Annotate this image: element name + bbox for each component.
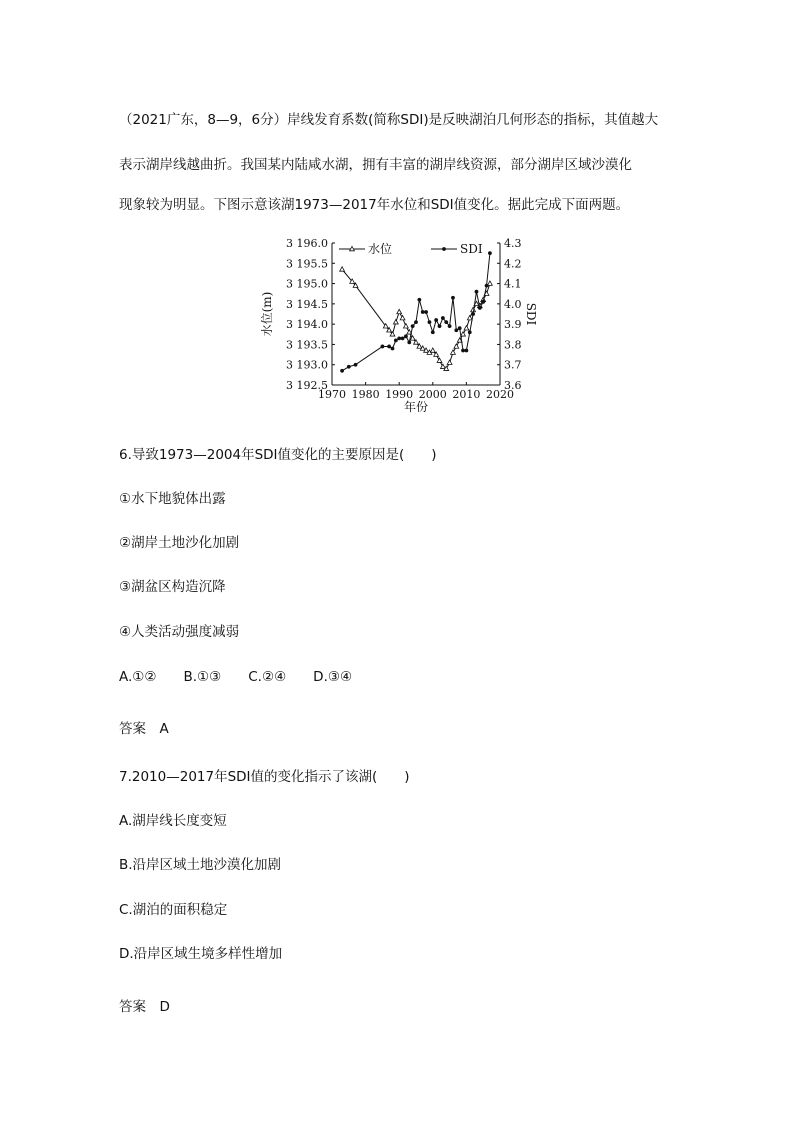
- sdi-point: [407, 341, 411, 345]
- question-6-option-4: ④人类活动强度减弱: [119, 624, 240, 640]
- water-level-point: [340, 267, 345, 271]
- sdi-point: [448, 324, 452, 328]
- sdi-point: [424, 310, 428, 314]
- water-level-point: [454, 344, 459, 348]
- water-level-point: [488, 281, 493, 285]
- sdi-point: [401, 336, 405, 340]
- legend-label-sdi: SDI: [460, 242, 483, 256]
- intro-line-2: 表示湖岸线越曲折。我国某内陆咸水湖，拥有丰富的湖岸线资源，部分湖岸区域沙漠化: [119, 157, 632, 173]
- y-left-axis-label: 水位(m): [260, 291, 274, 337]
- sdi-point: [394, 338, 398, 342]
- intro-line-1: （2021广东，8—9，6分）岸线发育系数(简称SDI)是反映湖泊几何形态的指标，其值越大: [119, 112, 659, 128]
- y-left-tick-label: 3 192.5: [286, 379, 328, 392]
- y-right-tick-label: 3.9: [504, 318, 522, 332]
- sdi-point: [468, 330, 472, 334]
- y-right-tick-label: 4.2: [504, 257, 522, 271]
- legend-sdi-marker: [442, 247, 446, 251]
- question-6-option-1: ①水下地貌体出露: [119, 491, 226, 507]
- question-6-answer: 答案 A: [119, 721, 169, 737]
- question-6-option-3: ③湖盆区构造沉降: [119, 579, 226, 595]
- sdi-point: [438, 324, 442, 328]
- y-right-tick-label: 3.8: [504, 338, 522, 352]
- sdi-point: [478, 306, 482, 310]
- water-level-point: [451, 350, 456, 354]
- sdi-point: [471, 312, 475, 316]
- y-right-tick-label: 3.7: [504, 358, 522, 372]
- question-7-option-d: D.沿岸区域生境多样性增加: [119, 946, 283, 962]
- x-tick-label: 1970: [318, 388, 346, 401]
- water-level-point: [400, 315, 405, 319]
- y-right-tick-label: 4.3: [504, 237, 522, 250]
- x-tick-label: 2000: [418, 388, 447, 401]
- question-7-answer: 答案 D: [119, 999, 170, 1015]
- y-left-tick-label: 3 194.5: [286, 297, 328, 311]
- sdi-point: [411, 324, 415, 328]
- sdi-point: [451, 296, 455, 300]
- sdi-point: [404, 334, 408, 338]
- y-right-axis-label: SDI: [524, 302, 538, 326]
- question-7-option-b: B.沿岸区域土地沙漠化加剧: [119, 857, 282, 873]
- question-6-stem: 6.导致1973—2004年SDI值变化的主要原因是( ): [119, 447, 437, 463]
- intro-line-3: 现象较为明显。下图示意该湖1973—2017年水位和SDI值变化。据此完成下面两题。: [119, 197, 630, 213]
- y-left-tick-label: 3 195.0: [286, 277, 328, 291]
- water-level-point: [440, 364, 445, 368]
- question-7-stem: 7.2010—2017年SDI值的变化指示了该湖( ): [119, 769, 410, 785]
- x-axis-label: 年份: [403, 400, 429, 414]
- sdi-point: [434, 318, 438, 322]
- y-left-tick-label: 3 193.0: [286, 358, 328, 372]
- sdi-point: [461, 349, 465, 353]
- sdi-point: [481, 300, 485, 304]
- y-left-tick-label: 3 194.0: [286, 318, 328, 332]
- x-tick-label: 1990: [385, 388, 414, 401]
- sdi-point: [347, 365, 351, 369]
- water-level-point: [404, 324, 409, 328]
- sdi-point: [414, 320, 418, 324]
- water-level-point: [464, 326, 469, 330]
- sdi-point: [428, 320, 432, 324]
- y-right-tick-label: 3.6: [504, 379, 522, 392]
- x-tick-label: 2010: [452, 388, 481, 401]
- legend-label-water-level: 水位: [368, 242, 393, 256]
- x-tick-label: 2020: [486, 388, 514, 401]
- y-left-tick-label: 3 193.5: [286, 338, 328, 352]
- sdi-point: [397, 336, 401, 340]
- water-level-point: [393, 320, 398, 324]
- sdi-point: [441, 316, 445, 320]
- sdi-point: [454, 328, 458, 332]
- water-level-point: [461, 332, 466, 336]
- x-tick-label: 1980: [351, 388, 380, 401]
- water-level-point: [437, 358, 442, 362]
- water-level-point: [467, 315, 472, 319]
- y-right-tick-label: 4.0: [504, 297, 522, 311]
- sdi-point: [458, 326, 462, 330]
- sdi-point: [431, 330, 435, 334]
- sdi-point: [488, 251, 492, 255]
- sdi-point: [354, 363, 358, 367]
- y-left-tick-label: 3 195.5: [286, 257, 328, 271]
- sdi-point: [475, 290, 479, 294]
- sdi-point: [417, 298, 421, 302]
- sdi-point: [421, 310, 425, 314]
- y-left-tick-label: 3 196.0: [286, 237, 328, 250]
- sdi-point: [381, 345, 385, 349]
- sdi-point: [444, 320, 448, 324]
- series-line-sdi: [342, 253, 490, 371]
- water-level-point: [430, 348, 435, 352]
- water-level-point: [447, 360, 452, 364]
- water-level-sdi-chart: [255, 232, 538, 422]
- sdi-point: [485, 284, 489, 288]
- sdi-point: [387, 345, 391, 349]
- water-level-point: [397, 309, 402, 313]
- question-6-option-2: ②湖岸土地沙化加剧: [119, 535, 240, 551]
- sdi-point: [391, 347, 395, 351]
- question-7-option-c: C.湖泊的面积稳定: [119, 902, 228, 918]
- question-6-choices: A.①② B.①③ C.②④ D.③④: [119, 669, 353, 685]
- question-7-option-a: A.湖岸线长度变短: [119, 813, 227, 829]
- y-right-tick-label: 4.1: [504, 277, 522, 291]
- sdi-point: [340, 369, 344, 373]
- sdi-point: [465, 349, 469, 353]
